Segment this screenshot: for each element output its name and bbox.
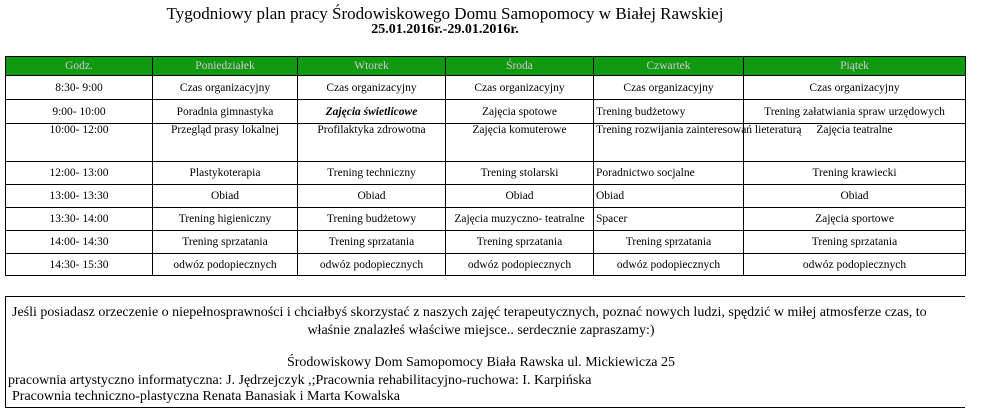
table-row [6, 124, 966, 162]
header-friday: Piątek [744, 57, 966, 76]
cell-hour: 14:00- 14:30 [6, 231, 153, 254]
table-cell: Czas organizacyjny [153, 76, 298, 100]
header-tuesday: Wtorek [298, 57, 446, 76]
table-cell: Obiad [153, 185, 298, 208]
table-row [6, 185, 966, 208]
cell-hour: 10:00- 12:00 [6, 124, 153, 162]
address-text: Środowiskowy Dom Samopomocy Biała Rawska ul. Mickiewicza 25 [286, 355, 676, 370]
page-title: Tygodniowy plan pracy Środowiskowego Domu Samopomocy w Białej Rawskiej [166, 4, 724, 23]
table-cell: Trening stolarski [446, 162, 594, 185]
schedule-table [5, 56, 966, 276]
cell-hour: 13:00- 13:30 [6, 185, 153, 208]
table-cell: Obiad [744, 185, 966, 208]
table-cell: Zajęcia teatralne [744, 124, 966, 162]
table-cell: Czas organizacyjny [744, 76, 966, 100]
header-monday: Poniedziałek [153, 57, 298, 76]
table-cell: odwóz podopiecznych [594, 254, 744, 276]
cell-hour: 8:30- 9:00 [6, 76, 153, 100]
table-header-row [6, 57, 966, 76]
table-cell: Zajęcia sportowe [744, 208, 966, 231]
staff-text: pracownia artystyczno informatyczna: J. Jędrzejczyk ,;Pracownia rehabilitacyjno-ruchowa: I. Karpińska [8, 373, 592, 388]
table-cell: Trening sprzatania [744, 231, 966, 254]
info-box [5, 296, 965, 408]
table-cell: Trening higieniczny [153, 208, 298, 231]
info-text: właśnie znalazłeś właściwe miejsce.. serdecznie zapraszamy:) [307, 323, 655, 338]
table-cell: Trening krawiecki [744, 162, 966, 185]
header-thursday: Czwartek [594, 57, 744, 76]
table-cell: Spacer [594, 208, 744, 231]
date-range: 25.01.2016r.-29.01.2016r. [371, 22, 519, 37]
table-cell: Trening techniczny [298, 162, 446, 185]
table-cell: Profilaktyka zdrowotna [298, 124, 446, 162]
table-cell: Trening sprzatania [153, 231, 298, 254]
cell-hour: 12:00- 13:00 [6, 162, 153, 185]
table-row [6, 254, 966, 276]
table-cell: Zajęcia komuterowe [446, 124, 594, 162]
table-row [6, 208, 966, 231]
table-cell: Trening sprzatania [446, 231, 594, 254]
header-hour: Godz. [6, 57, 153, 76]
table-cell: Zajęcia świetlicowe [298, 100, 446, 124]
table-row [6, 76, 966, 100]
table-cell: Zajęcia spotowe [446, 100, 594, 124]
table-cell: Przegląd prasy lokalnej [153, 124, 298, 162]
table-cell: Obiad [298, 185, 446, 208]
table-cell: odwóz podopiecznych [446, 254, 594, 276]
info-text: Jeśli posiadasz orzeczenie o niepełnosprawności i chciałbyś skorzystać z naszych zajęć terapeutycznych, poznać nowych ludzi, spędzić w miłej atmosferze czas, to [12, 305, 927, 320]
table-row [6, 162, 966, 185]
table-row [6, 231, 966, 254]
cell-hour: 14:30- 15:30 [6, 254, 153, 276]
table-cell: Trening sprzatania [594, 231, 744, 254]
table-cell: Czas organizacyjny [446, 76, 594, 100]
table-cell: Poradnictwo socjalne [594, 162, 744, 185]
table-cell: Trening budżetowy [298, 208, 446, 231]
table-cell: Poradnia gimnastyka [153, 100, 298, 124]
table-cell: Trening rozwijania zainteresowań lieteraturą [594, 124, 744, 162]
table-cell: odwóz podopiecznych [744, 254, 966, 276]
cell-hour: 13:30- 14:00 [6, 208, 153, 231]
table-cell: Trening budżetowy [594, 100, 744, 124]
table-cell: Plastykoterapia [153, 162, 298, 185]
table-cell: Trening załatwiania spraw urzędowych [744, 100, 966, 124]
table-row [6, 100, 966, 124]
table-cell: Zajęcia muzyczno- teatralne [446, 208, 594, 231]
table-cell: odwóz podopiecznych [153, 254, 298, 276]
table-cell: odwóz podopiecznych [298, 254, 446, 276]
table-cell: Czas organizacyjny [594, 76, 744, 100]
table-cell: Czas organizacyjny [298, 76, 446, 100]
staff-text: Pracownia techniczno-plastyczna Renata Banasiak i Marta Kowalska [12, 389, 400, 404]
header-wednesday: Środa [446, 57, 594, 76]
cell-hour: 9:00- 10:00 [6, 100, 153, 124]
table-cell: Trening sprzatania [298, 231, 446, 254]
table-cell: Obiad [446, 185, 594, 208]
table-cell: Obiad [594, 185, 744, 208]
